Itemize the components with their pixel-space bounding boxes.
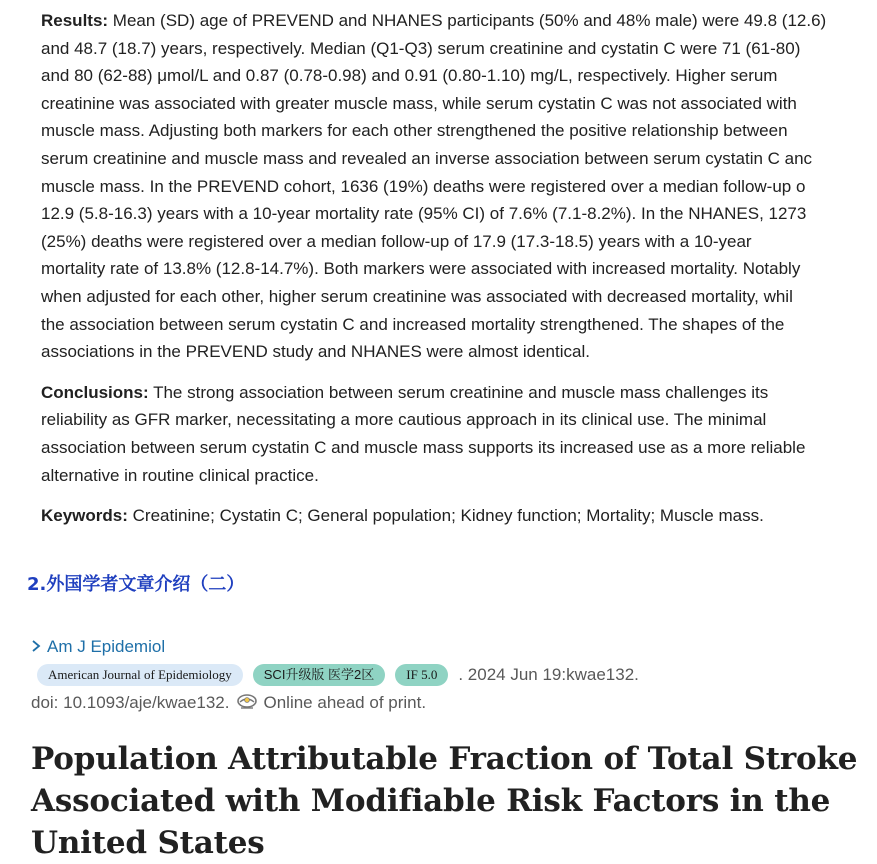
results-line: muscle mass. In the PREVEND cohort, 1636 (19%) deaths were registered over a median follow-up o bbox=[41, 176, 806, 196]
keywords-line bbox=[41, 502, 853, 530]
impact-factor-badge[interactable]: IF 5.0 bbox=[395, 664, 448, 686]
conclusions-line bbox=[41, 379, 853, 407]
results-line: 12.9 (5.8-16.3) years with a 10-year mortality rate (95% CI) of 7.6% (7.1-8.2%). In the NHANES, 1273 bbox=[41, 204, 807, 224]
publication-info: . 2024 Jun 19:kwae132. bbox=[458, 665, 639, 684]
section-heading: 2.外国学者文章介绍（二） bbox=[27, 574, 245, 595]
results-paragraph bbox=[41, 7, 853, 366]
sci-badge[interactable]: SCI升级版 医学2区 bbox=[253, 664, 386, 686]
conclusions-text: The strong association between serum creatinine and muscle mass challenges its bbox=[148, 382, 769, 402]
conclusions-paragraph bbox=[41, 379, 853, 489]
meta-line bbox=[37, 662, 639, 688]
keywords-text: Creatinine; Cystatin C; General population; Kidney function; Mortality; Muscle mass. bbox=[127, 506, 764, 526]
conclusions-line: reliability as GFR marker, necessitating a more cautious approach in its clinical use. The minimal bbox=[41, 410, 767, 430]
chevron-right-icon bbox=[31, 637, 41, 657]
conclusions-line: association between serum cystatin C and muscle mass supports its increased use as a more reliable bbox=[41, 437, 806, 457]
journal-badge[interactable]: American Journal of Epidemiology bbox=[37, 664, 243, 686]
results-line: when adjusted for each other, higher serum creatinine was associated with decreased mortality, whil bbox=[41, 286, 793, 306]
results-line bbox=[41, 7, 853, 35]
online-print-icon bbox=[236, 693, 258, 713]
results-line: mortality rate of 13.8% (12.8-14.7%). Both markers were associated with increased mortality. Notably bbox=[41, 259, 801, 279]
journal-abbrev[interactable]: Am J Epidemiol bbox=[47, 637, 166, 656]
results-line: (25%) deaths were registered over a median follow-up of 17.9 (17.3-18.5) years with a 10-year bbox=[41, 231, 752, 251]
keywords-paragraph bbox=[41, 502, 853, 530]
results-line: the association between serum cystatin C and increased mortality strengthened. The shapes of the bbox=[41, 314, 785, 334]
publication-status: Online ahead of print. bbox=[263, 693, 427, 712]
conclusions-line: alternative in routine clinical practice. bbox=[41, 465, 319, 485]
results-line: muscle mass. Adjusting both markers for each other strengthened the positive relationship between bbox=[41, 121, 788, 141]
results-line: and 80 (62-88) μmol/L and 0.87 (0.78-0.98) and 0.91 (0.80-1.10) mg/L, respectively. Higher serum bbox=[41, 66, 778, 86]
doi-line bbox=[31, 693, 426, 713]
results-line: and 48.7 (18.7) years, respectively. Median (Q1-Q3) serum creatinine and cystatin C were 71 (61-80) bbox=[41, 38, 801, 58]
results-line: creatinine was associated with greater muscle mass, while serum cystatin C was not associated with bbox=[41, 93, 797, 113]
conclusions-label: Conclusions: bbox=[41, 382, 149, 402]
results-text: Mean (SD) age of PREVEND and NHANES participants (50% and 48% male) were 49.8 (12.6) bbox=[108, 11, 827, 30]
journal-link[interactable] bbox=[31, 637, 165, 657]
abstract bbox=[41, 7, 853, 543]
doi-text[interactable]: doi: 10.1093/aje/kwae132. bbox=[31, 693, 230, 712]
results-line: serum creatinine and muscle mass and revealed an inverse association between serum cystatin C anc bbox=[41, 148, 813, 168]
keywords-label: Keywords: bbox=[41, 506, 128, 526]
results-label: Results: bbox=[41, 11, 109, 30]
article-title: Population Attributable Fraction of Total Stroke Associated with Modifiable Risk Factors in the United States bbox=[31, 741, 858, 861]
results-line: associations in the PREVEND study and NHANES were almost identical. bbox=[41, 342, 590, 362]
